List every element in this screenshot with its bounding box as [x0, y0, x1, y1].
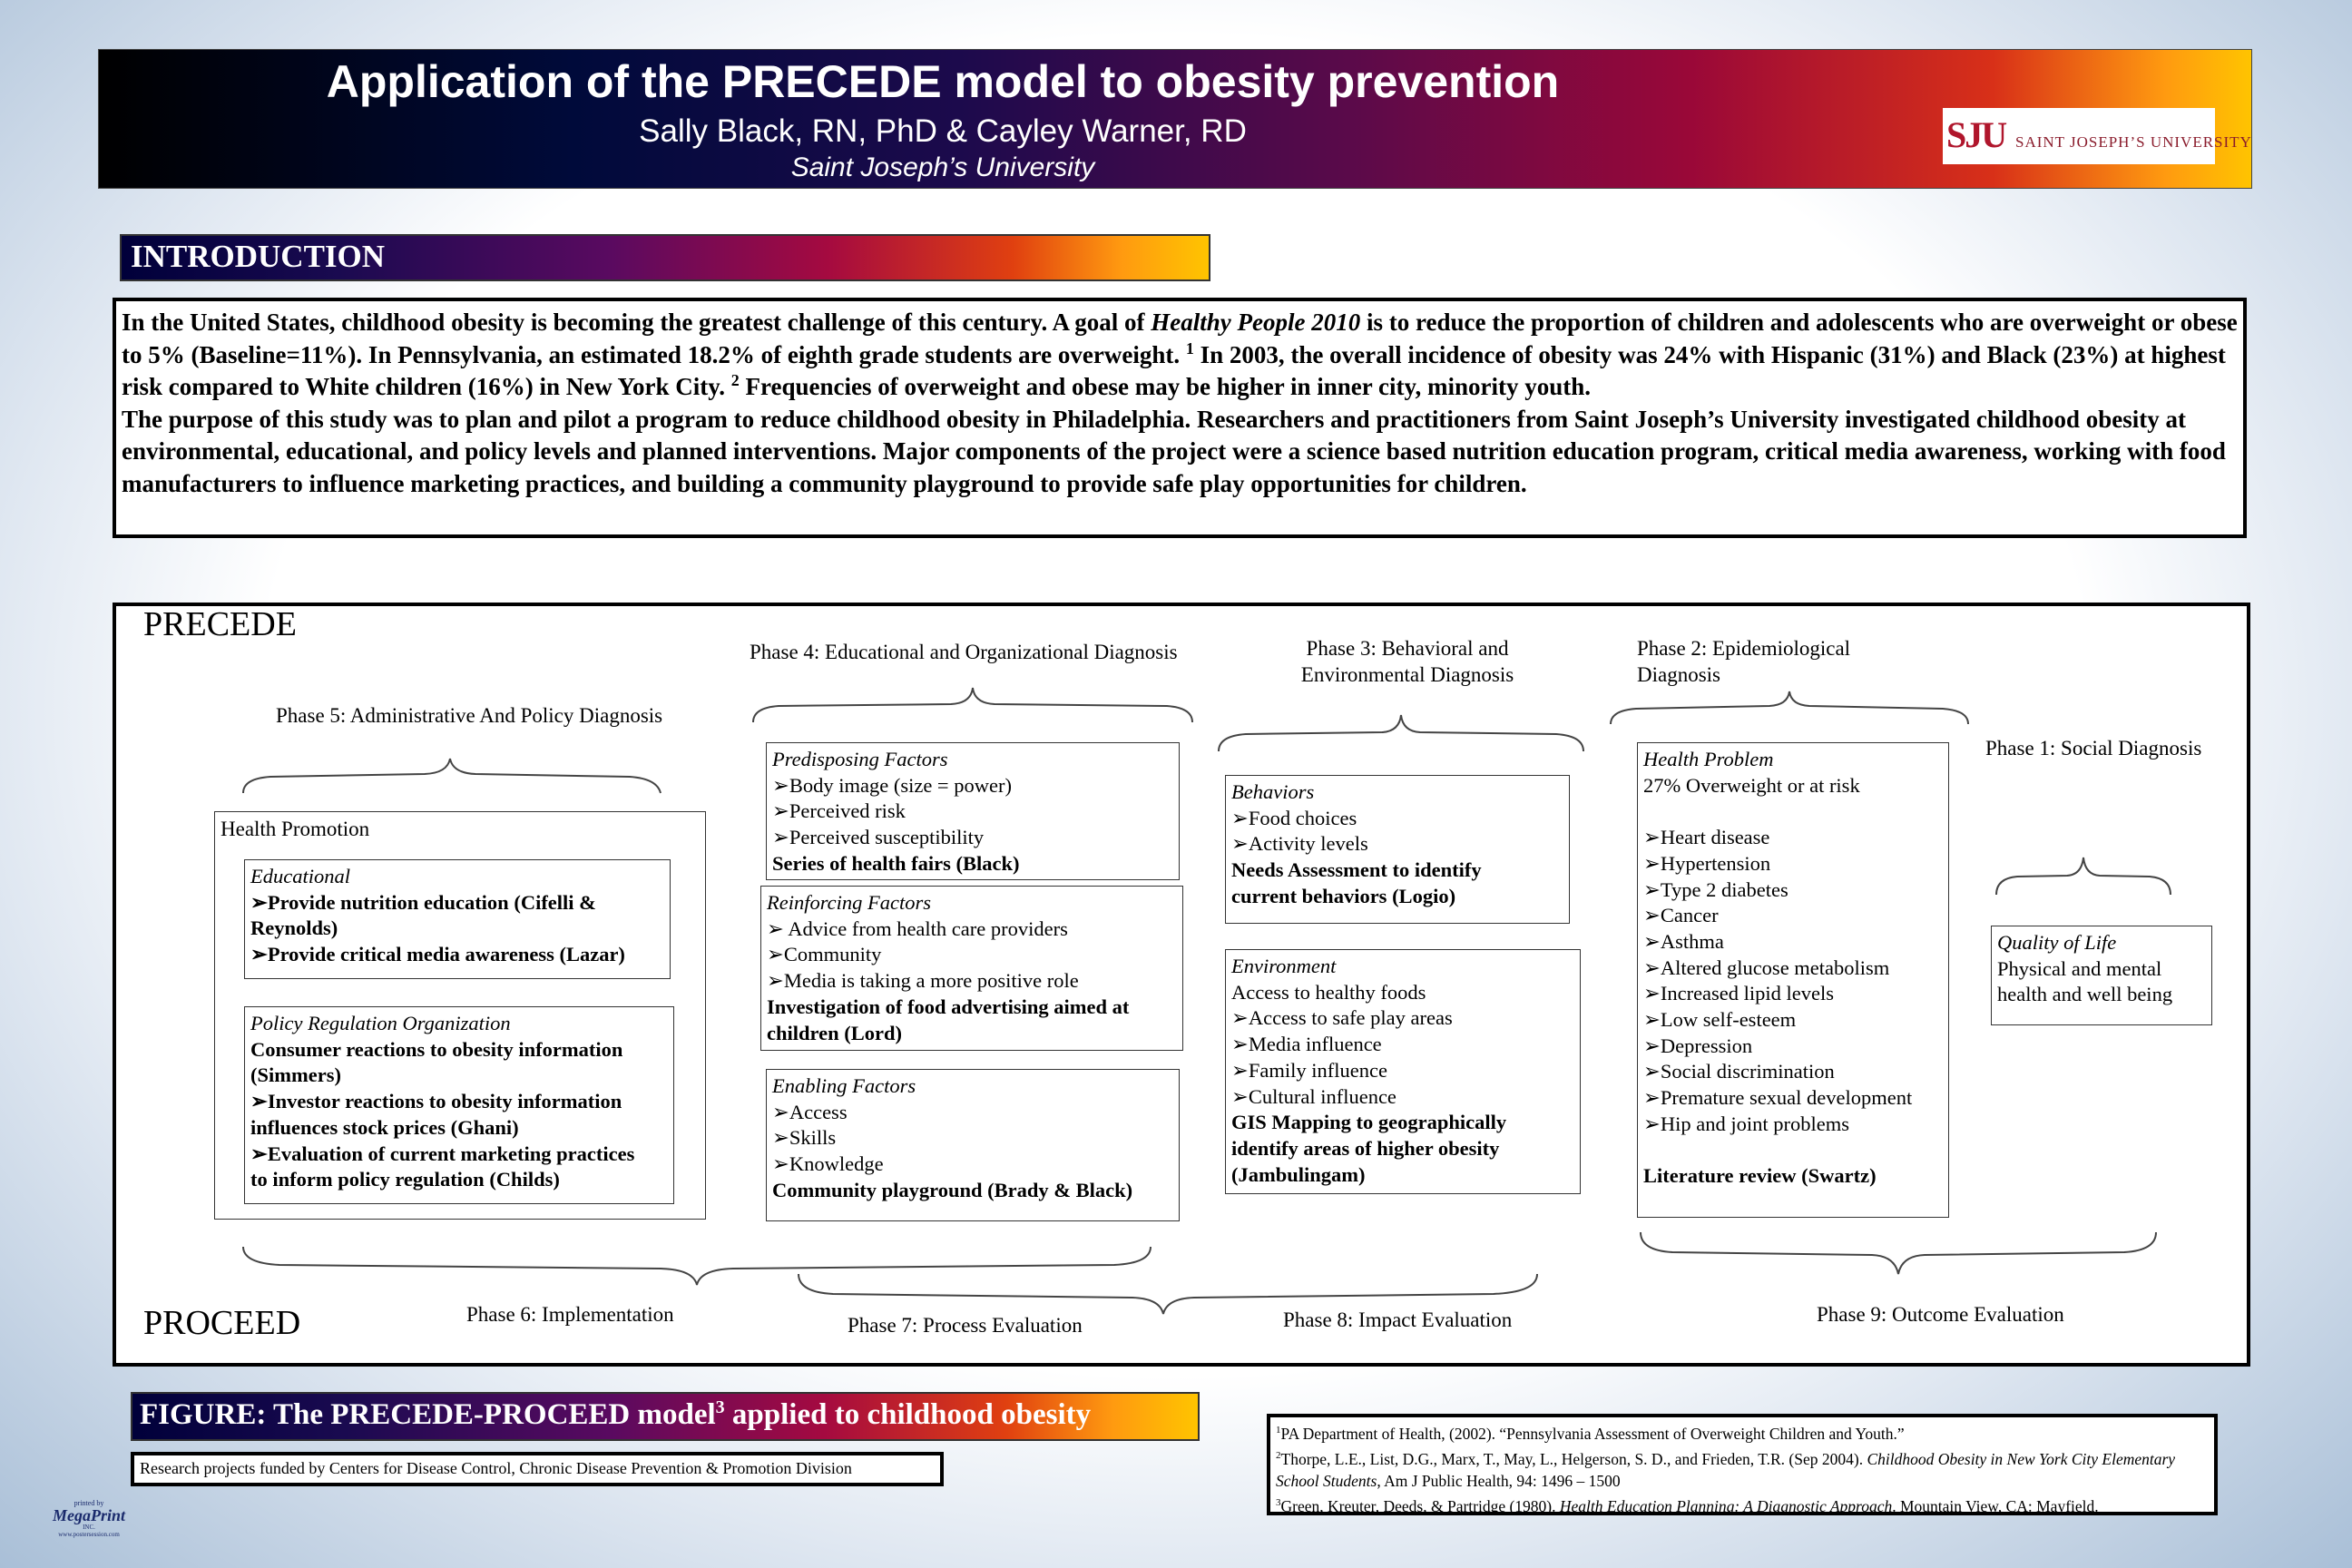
poster-university: Saint Joseph’s University: [790, 152, 1095, 182]
reinforcing-factors-box: [760, 886, 1183, 1051]
phase2-label: [1637, 635, 1850, 688]
phase1-label: Phase 1: Social Diagnosis: [1985, 737, 2202, 760]
intro-ref-1: 1: [1185, 338, 1194, 358]
policy-regulation-box: [244, 1006, 674, 1204]
phase4-label: Phase 4: Educational and Organizational Diagnosis: [750, 641, 1178, 663]
educational-item: Reynolds): [250, 916, 338, 940]
introduction-text-box: [113, 298, 2247, 538]
ref2-num: 2: [1276, 1449, 1281, 1461]
predisposing-item: ➢Perceived susceptibility: [772, 826, 985, 849]
policy-heading: Policy Regulation Organization: [250, 1012, 511, 1034]
health-problem-item: ➢Depression: [1643, 1034, 1753, 1057]
health-problem-subtitle: 27% Overweight or at risk: [1643, 773, 1860, 797]
behaviors-item: ➢Activity levels: [1231, 832, 1368, 856]
intro-text-a: In the United States, childhood obesity is becoming the greatest challenge of this century. A goal of: [122, 309, 1152, 336]
figure-caption-ref: 3: [715, 1397, 725, 1417]
health-problem-item: ➢Heart disease: [1643, 826, 1770, 849]
proceed-label: PROCEED: [143, 1304, 301, 1342]
environment-item: ➢Access to safe play areas: [1231, 1006, 1453, 1030]
environment-item: ➢Cultural influence: [1231, 1084, 1396, 1108]
behaviors-project: current behaviors (Logio): [1231, 884, 1456, 907]
reinforcing-item: ➢Media is taking a more positive role: [767, 969, 1079, 993]
figure-caption-b: applied to childhood obesity: [724, 1398, 1092, 1431]
title-banner: [98, 49, 2252, 189]
behaviors-project: Needs Assessment to identify: [1231, 858, 1482, 882]
ref3-text-a: Green, Kreuter, Deeds, & Partridge (1980).: [1280, 1496, 1560, 1515]
health-problem-box: [1637, 742, 1949, 1218]
reinforcing-project: Investigation of food advertising aimed at: [767, 995, 1130, 1018]
printer-inc: INC.: [83, 1524, 95, 1531]
ref3-title: Health Education Planning: A Diagnostic Approach: [1559, 1496, 1893, 1515]
health-promotion-box: [214, 811, 706, 1220]
intro-ref-2: 2: [730, 371, 740, 389]
environment-box: [1225, 949, 1581, 1194]
enabling-item: ➢Skills: [772, 1126, 837, 1150]
spacer: [1643, 1138, 1943, 1164]
predisposing-item: ➢Body image (size = power): [772, 773, 1012, 797]
phase8-label: Phase 8: Impact Evaluation: [1283, 1308, 1513, 1331]
phase3-line1: Phase 3: Behavioral and: [1306, 637, 1509, 660]
environment-heading: Environment: [1231, 955, 1337, 977]
phase3-line2: Environmental Diagnosis: [1300, 663, 1514, 686]
phase9-label: Phase 9: Outcome Evaluation: [1817, 1303, 2064, 1326]
intro-text-c: In 2003, the overall incidence of obesity was 24% with Hispanic (31%) and Black (23%) at highest risk compared to White children (16%) in New York City.: [122, 340, 2226, 400]
policy-item: (Simmers): [250, 1063, 341, 1087]
ref3-num: 3: [1276, 1496, 1281, 1508]
printer-printed-by: printed by: [74, 1499, 104, 1507]
health-promotion-label: Health Promotion: [220, 818, 370, 840]
ref2-text-b: , Am J Public Health, 94: 1496 – 1500: [1377, 1471, 1621, 1490]
educational-item: ➢Provide nutrition education (Cifelli &: [250, 890, 596, 914]
figure-caption-a: FIGURE: The PRECEDE-PROCEED model: [140, 1398, 716, 1431]
policy-item: Consumer reactions to obesity information: [250, 1037, 623, 1061]
predisposing-heading: Predisposing Factors: [772, 748, 948, 770]
quality-of-life-heading: Quality of Life: [1997, 931, 2117, 954]
predisposing-item: ➢Perceived risk: [772, 799, 906, 823]
environment-project: GIS Mapping to geographically: [1231, 1111, 1507, 1134]
enabling-item: ➢Knowledge: [772, 1152, 884, 1176]
behaviors-heading: Behaviors: [1231, 780, 1315, 803]
phase7-label: Phase 7: Process Evaluation: [848, 1314, 1083, 1337]
brace-phase4: [753, 688, 1192, 722]
health-problem-project: Literature review (Swartz): [1643, 1164, 1877, 1188]
enabling-project: Community playground (Brady & Black): [772, 1178, 1133, 1201]
poster-authors: Sally Black, RN, PhD & Cayley Warner, RD: [639, 113, 1247, 149]
ref1-num: 1: [1276, 1425, 1281, 1436]
health-problem-item: ➢Premature sexual development: [1643, 1086, 1913, 1110]
environment-item: ➢Media influence: [1231, 1033, 1382, 1056]
reinforcing-project: children (Lord): [767, 1021, 902, 1044]
brace-phase5: [243, 759, 661, 793]
environment-project: (Jambulingam): [1231, 1162, 1366, 1186]
ref3-text-b: . Mountain View, CA: Mayfield.: [1892, 1496, 2099, 1515]
intro-text-b: is to reduce the proportion of children and adolescents who are overweight or obese to 5% (Baseline=11%). In Pennsylvania, an estimated 18.2% of eighth grade students are overweight.: [122, 309, 2238, 368]
university-logo: [1943, 108, 2252, 164]
figure-caption: [131, 1392, 1200, 1441]
intro-healthy-people: Healthy People 2010: [1151, 309, 1361, 336]
reference-2: [1276, 1445, 2209, 1492]
health-problem-item: ➢Low self-esteem: [1643, 1008, 1797, 1032]
phase6-label: Phase 6: Implementation: [466, 1303, 674, 1326]
health-problem-item: ➢Hypertension: [1643, 851, 1771, 875]
ref2-title: Childhood Obesity in New York City Elementary School Students: [1276, 1449, 2176, 1490]
precede-label: PRECEDE: [143, 605, 297, 643]
reinforcing-item: ➢Community: [767, 943, 882, 966]
educational-item: ➢Provide critical media awareness (Lazar): [250, 943, 625, 966]
ref1-text: PA Department of Health, (2002). “Pennsylvania Assessment of Overweight Children and Youth.”: [1280, 1424, 1905, 1443]
logo-mark: SJU: [1946, 114, 2006, 155]
precede-proceed-diagram: [113, 603, 2250, 1367]
intro-text-d: Frequencies of overweight and obese may be higher in inner city, minority youth.: [739, 373, 1591, 400]
educational-box: [244, 859, 671, 979]
brace-phase1: [1996, 858, 2171, 895]
phase2-line2: Diagnosis: [1637, 663, 1720, 686]
enabling-factors-box: [766, 1069, 1180, 1221]
brace-phase6: [243, 1247, 1151, 1285]
health-problem-item: ➢Cancer: [1643, 904, 1719, 927]
health-problem-item: ➢Hip and joint problems: [1643, 1112, 1849, 1135]
references-box: [1267, 1414, 2218, 1515]
policy-item: influences stock prices (Ghani): [250, 1115, 519, 1139]
introduction-heading: INTRODUCTION: [120, 234, 1210, 281]
enabling-item: ➢Access: [772, 1100, 848, 1123]
phase5-label: Phase 5: Administrative And Policy Diagnosis: [276, 704, 663, 727]
brace-phase2: [1611, 691, 1968, 724]
health-problem-item: ➢Altered glucose metabolism: [1643, 956, 1890, 979]
reference-3: [1276, 1492, 2209, 1517]
introduction-paragraph-2: The purpose of this study was to plan and pilot a program to reduce childhood obesity in Philadelphia. Researchers and practitioners from Saint Joseph’s University investigated childhood obesity at environmental, educational, and policy levels and planned interventions. Major components of the project were a science based nutrition education program, critical media awareness, working with food manufacturers to influence marketing practices, and building a community playground to provide safe play opportunities for children.: [122, 405, 2226, 497]
enabling-heading: Enabling Factors: [772, 1074, 916, 1097]
predisposing-factors-box: [766, 742, 1180, 880]
introduction-paragraph-1: [122, 307, 2238, 404]
ref2-text-a: Thorpe, L.E., List, D.G., Marx, T., May, L., Helgerson, S. D., and Frieden, T.R. (Sep 2004).: [1280, 1449, 1867, 1468]
behaviors-box: [1225, 775, 1570, 924]
environment-project: identify areas of higher obesity: [1231, 1136, 1500, 1160]
health-problem-item: ➢Increased lipid levels: [1643, 982, 1835, 1005]
predisposing-project: Series of health fairs (Black): [772, 851, 1020, 875]
health-problem-item: ➢Type 2 diabetes: [1643, 877, 1788, 901]
policy-item: ➢Investor reactions to obesity information: [250, 1090, 622, 1113]
educational-heading: Educational: [250, 865, 350, 887]
spacer: [1643, 799, 1943, 825]
reinforcing-heading: Reinforcing Factors: [767, 891, 932, 914]
health-problem-heading: Health Problem: [1643, 748, 1774, 770]
policy-item: to inform policy regulation (Childs): [250, 1168, 560, 1191]
printer-name: MegaPrint: [52, 1506, 125, 1524]
environment-item: ➢Family influence: [1231, 1058, 1387, 1082]
policy-item: ➢Evaluation of current marketing practices: [250, 1142, 635, 1165]
funding-note: Research projects funded by Centers for Disease Control, Chronic Disease Prevention & Promotion Division: [131, 1452, 944, 1486]
quality-of-life-box: [1991, 926, 2212, 1025]
reference-1: [1276, 1419, 2209, 1445]
quality-of-life-line: Physical and mental: [1997, 956, 2162, 980]
behaviors-item: ➢Food choices: [1231, 806, 1357, 829]
printer-url: www.postersession.com: [58, 1531, 120, 1538]
brace-phase3: [1219, 715, 1583, 751]
poster-title: Application of the PRECEDE model to obesity prevention: [326, 56, 1560, 107]
phase2-line1: Phase 2: Epidemiological: [1637, 637, 1851, 660]
quality-of-life-line: health and well being: [1997, 983, 2173, 1006]
health-problem-item: ➢Asthma: [1643, 929, 1724, 953]
printer-logo: [25, 1499, 152, 1538]
health-problem-item: ➢Social discrimination: [1643, 1060, 1835, 1083]
phase3-label: [1294, 635, 1521, 688]
reinforcing-item: ➢ Advice from health care providers: [767, 916, 1068, 940]
brace-phase9: [1641, 1232, 2156, 1274]
logo-text: SAINT JOSEPH’S UNIVERSITY: [2015, 133, 2252, 151]
environment-item: Access to healthy foods: [1231, 980, 1426, 1004]
